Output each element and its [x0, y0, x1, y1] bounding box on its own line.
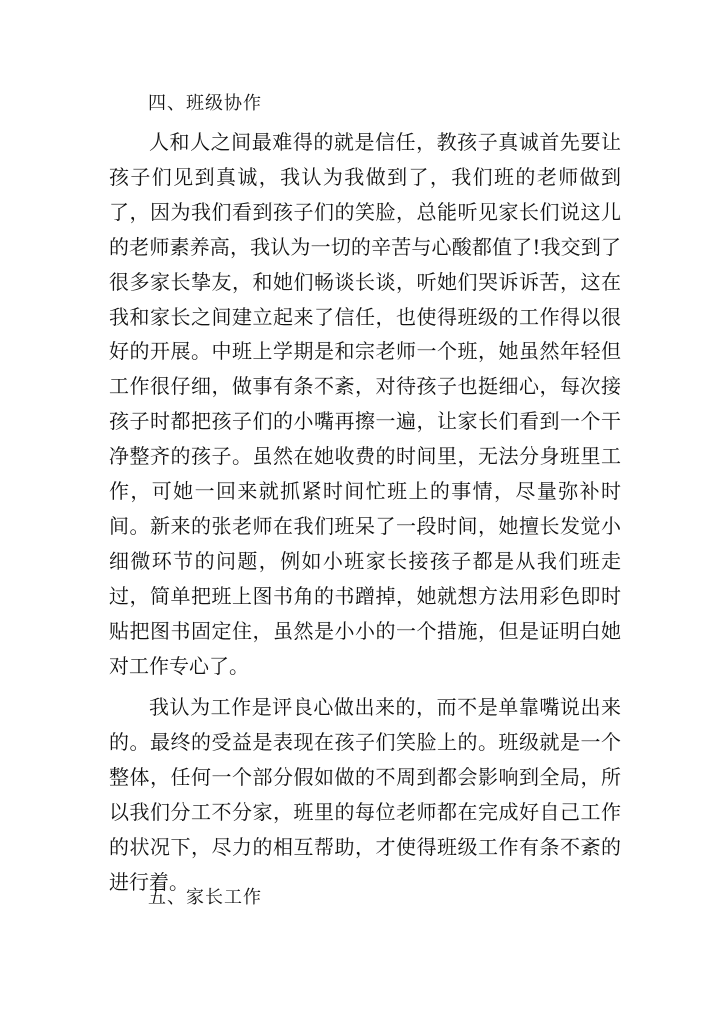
paragraph-work-attitude: 我认为工作是评良心做出来的，而不是单靠嘴说出来的。最终的受益是表现在孩子们笑脸上的。班级就是一个整体，任何一个部分假如做的不周到都会影响到全局，所以我们分工不分家，班里的每位老师都在完成好自己工作的状况下，尽力的相互帮助，才使得班级工作有条不紊的进行着。	[109, 695, 621, 894]
paragraph-trust: 人和人之间最难得的就是信任，教孩子真诚首先要让孩子们见到真诚，我认为我做到了，我们班的老师做到了，因为我们看到孩子们的笑脸，总能听见家长们说这儿的老师素养高，我认为一切的辛苦与心酸都值了!我交到了很多家长挚友，和她们畅谈长谈，听她们哭诉诉苦，这在我和家长之间建立起来了信任，也使得班级的工作得以很好的开展。中班上学期是和宗老师一个班，她虽然年轻但工作很仔细，做事有条不紊，对待孩子也挺细心，每次接孩子时都把孩子们的小嘴再擦一遍，让家长们看到一个干净整齐的孩子。虽然在她收费的时间里，无法分身班里工作，可她一回来就抓紧时间忙班上的事情，尽量弥补时间。新来的张老师在我们班呆了一段时间，她擅长发觉小细微环节的问题，例如小班家长接孩子都是从我们班走过，简单把班上图书角的书蹭掉，她就想方法用彩色即时贴把图书固定住，虽然是小小的一个措施，但是证明白她对工作专心了。	[109, 130, 621, 678]
section-heading-class-collaboration: 四、班级协作	[148, 93, 262, 114]
section-heading-parent-work: 五、家长工作	[148, 887, 262, 908]
